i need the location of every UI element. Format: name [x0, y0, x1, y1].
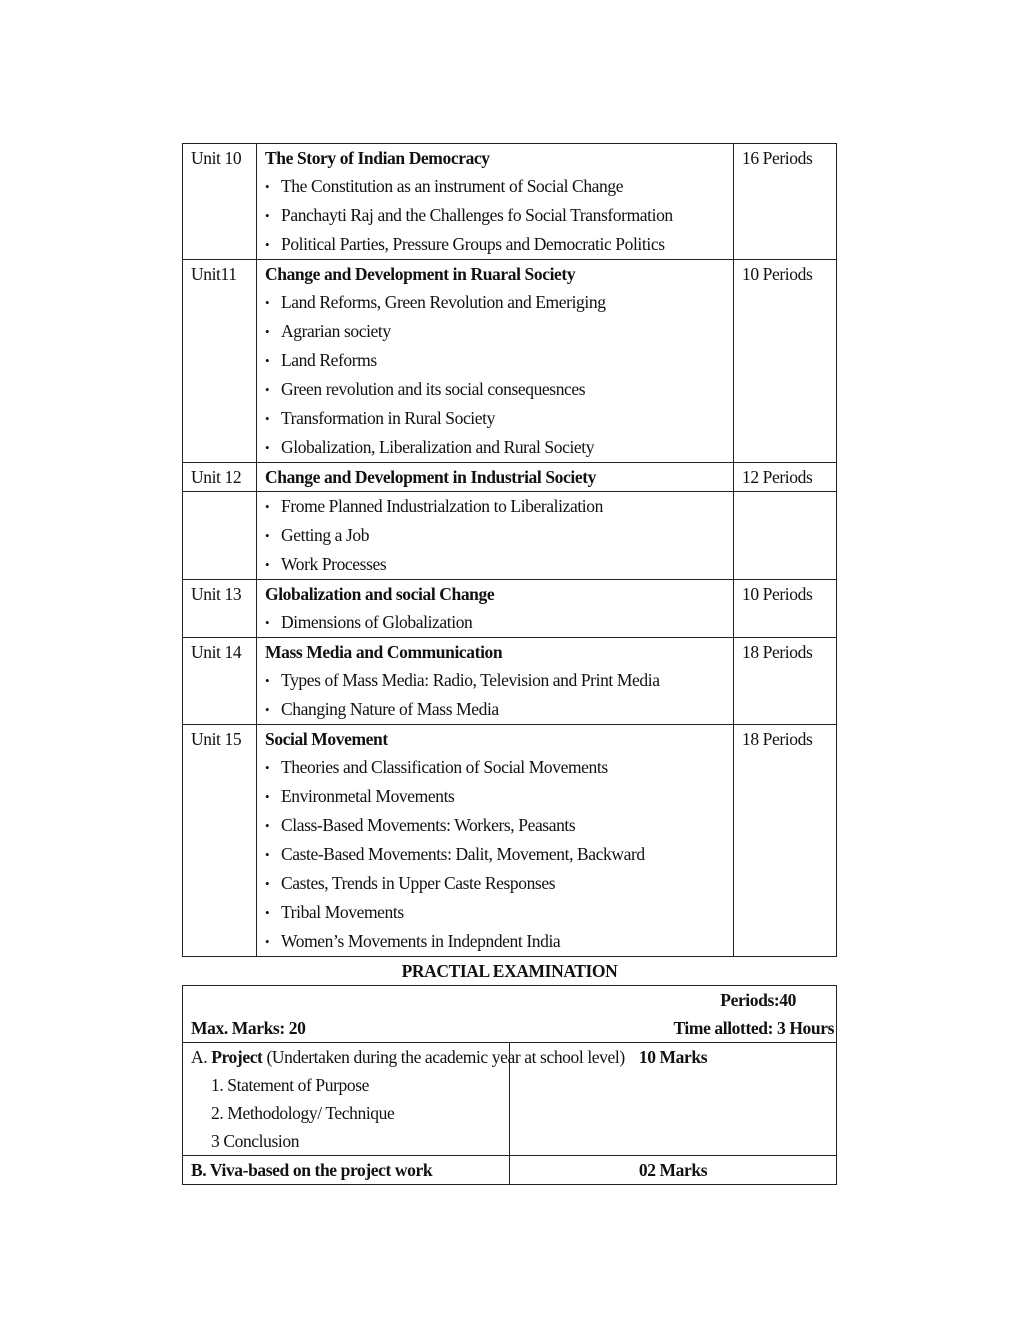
project-item: 2. Methodology/ Technique: [211, 1103, 395, 1123]
unit-title: Globalization and social Change: [265, 584, 495, 604]
project-prefix: A.: [191, 1047, 208, 1067]
unit-content: [257, 144, 734, 260]
unit-title: The Story of Indian Democracy: [265, 148, 490, 168]
unit-items-row: [183, 492, 837, 580]
unit-content: [257, 638, 734, 725]
unit-content: [257, 260, 734, 463]
practical-exam-heading: PRACTIAL EXAMINATION: [401, 961, 618, 981]
topic-item: • Transformation in Rural Society: [265, 404, 733, 433]
unit-periods: 16 Periods: [734, 144, 837, 260]
project-label: Project: [211, 1047, 263, 1067]
unit-periods: 18 Periods: [734, 725, 837, 957]
unit-row: [183, 463, 837, 492]
topic-item: • Agrarian society: [265, 317, 733, 346]
topic-item: • Land Reforms, Green Revolution and Emeriging: [265, 288, 733, 317]
unit-title: Change and Development in Industrial Society: [265, 467, 596, 487]
periods-row: [183, 986, 837, 1015]
max-marks: Max. Marks: 20: [191, 1018, 306, 1038]
project-cell: [183, 1043, 625, 1156]
viva-row: [183, 1156, 837, 1185]
topic-item: • Land Reforms: [265, 346, 733, 375]
viva-label: B. Viva-based on the project work: [183, 1156, 510, 1185]
practical-exam-table: [182, 985, 837, 1185]
topic-item: • Work Processes: [265, 550, 733, 579]
unit-row: [183, 580, 837, 638]
topic-item: • Women’s Movements in Indepndent India: [265, 927, 733, 956]
topic-item: • Types of Mass Media: Radio, Television and Print Media: [265, 666, 733, 695]
unit-row: [183, 260, 837, 463]
topic-item: • Environmetal Movements: [265, 782, 733, 811]
viva-marks: 02 Marks: [510, 1156, 837, 1185]
topic-item: • Globalization, Liberalization and Rural Society: [265, 433, 733, 462]
unit-title: Change and Development in Ruaral Society: [265, 264, 576, 284]
unit-number: Unit11: [183, 260, 257, 463]
topic-item: • Changing Nature of Mass Media: [265, 695, 733, 724]
unit-number: Unit 15: [183, 725, 257, 957]
unit-title: Social Movement: [265, 729, 388, 749]
unit-periods: 18 Periods: [734, 638, 837, 725]
topic-item: • Castes, Trends in Upper Caste Responses: [265, 869, 733, 898]
page-content: [182, 143, 837, 1185]
time-allotted: Time allotted: 3 Hours: [673, 1018, 834, 1038]
topic-item: • Panchayti Raj and the Challenges fo Social Transformation: [265, 201, 733, 230]
empty-cell: [183, 492, 257, 580]
unit-row: [183, 725, 837, 957]
unit-number: Unit 14: [183, 638, 257, 725]
unit-periods: 12 Periods: [734, 463, 837, 492]
topic-item: • Green revolution and its social consequesnces: [265, 375, 733, 404]
topic-item: • Tribal Movements: [265, 898, 733, 927]
unit-content: [257, 492, 734, 580]
topic-item: • Political Parties, Pressure Groups and Democratic Politics: [265, 230, 733, 259]
unit-content: [257, 463, 734, 492]
project-item: 3 Conclusion: [211, 1131, 300, 1151]
unit-periods: 10 Periods: [734, 260, 837, 463]
topic-item: • Getting a Job: [265, 521, 733, 550]
project-marks: 10 Marks: [510, 1043, 837, 1156]
topic-item: • Theories and Classification of Social Movements: [265, 753, 733, 782]
unit-row: [183, 144, 837, 260]
unit-number: Unit 13: [183, 580, 257, 638]
marks-row: [183, 1014, 837, 1043]
unit-periods: 10 Periods: [734, 580, 837, 638]
unit-content: [257, 725, 734, 957]
unit-number: Unit 10: [183, 144, 257, 260]
syllabus-table: [182, 143, 837, 957]
practical-periods: Periods:40: [183, 986, 837, 1015]
marks-time-cell: [183, 1014, 837, 1043]
topic-item: • The Constitution as an instrument of Social Change: [265, 172, 733, 201]
unit-content: [257, 580, 734, 638]
empty-cell: [734, 492, 837, 580]
topic-item: • Caste-Based Movements: Dalit, Movement, Backward: [265, 840, 733, 869]
project-item: 1. Statement of Purpose: [211, 1075, 369, 1095]
topic-item: • Frome Planned Industrialzation to Liberalization: [265, 492, 733, 521]
unit-title: Mass Media and Communication: [265, 642, 503, 662]
topic-item: • Class-Based Movements: Workers, Peasants: [265, 811, 733, 840]
project-row: [183, 1043, 837, 1156]
project-desc: (Undertaken during the academic year at school level): [266, 1047, 625, 1067]
topic-item: • Dimensions of Globalization: [265, 608, 733, 637]
unit-row: [183, 638, 837, 725]
unit-number: Unit 12: [183, 463, 257, 492]
